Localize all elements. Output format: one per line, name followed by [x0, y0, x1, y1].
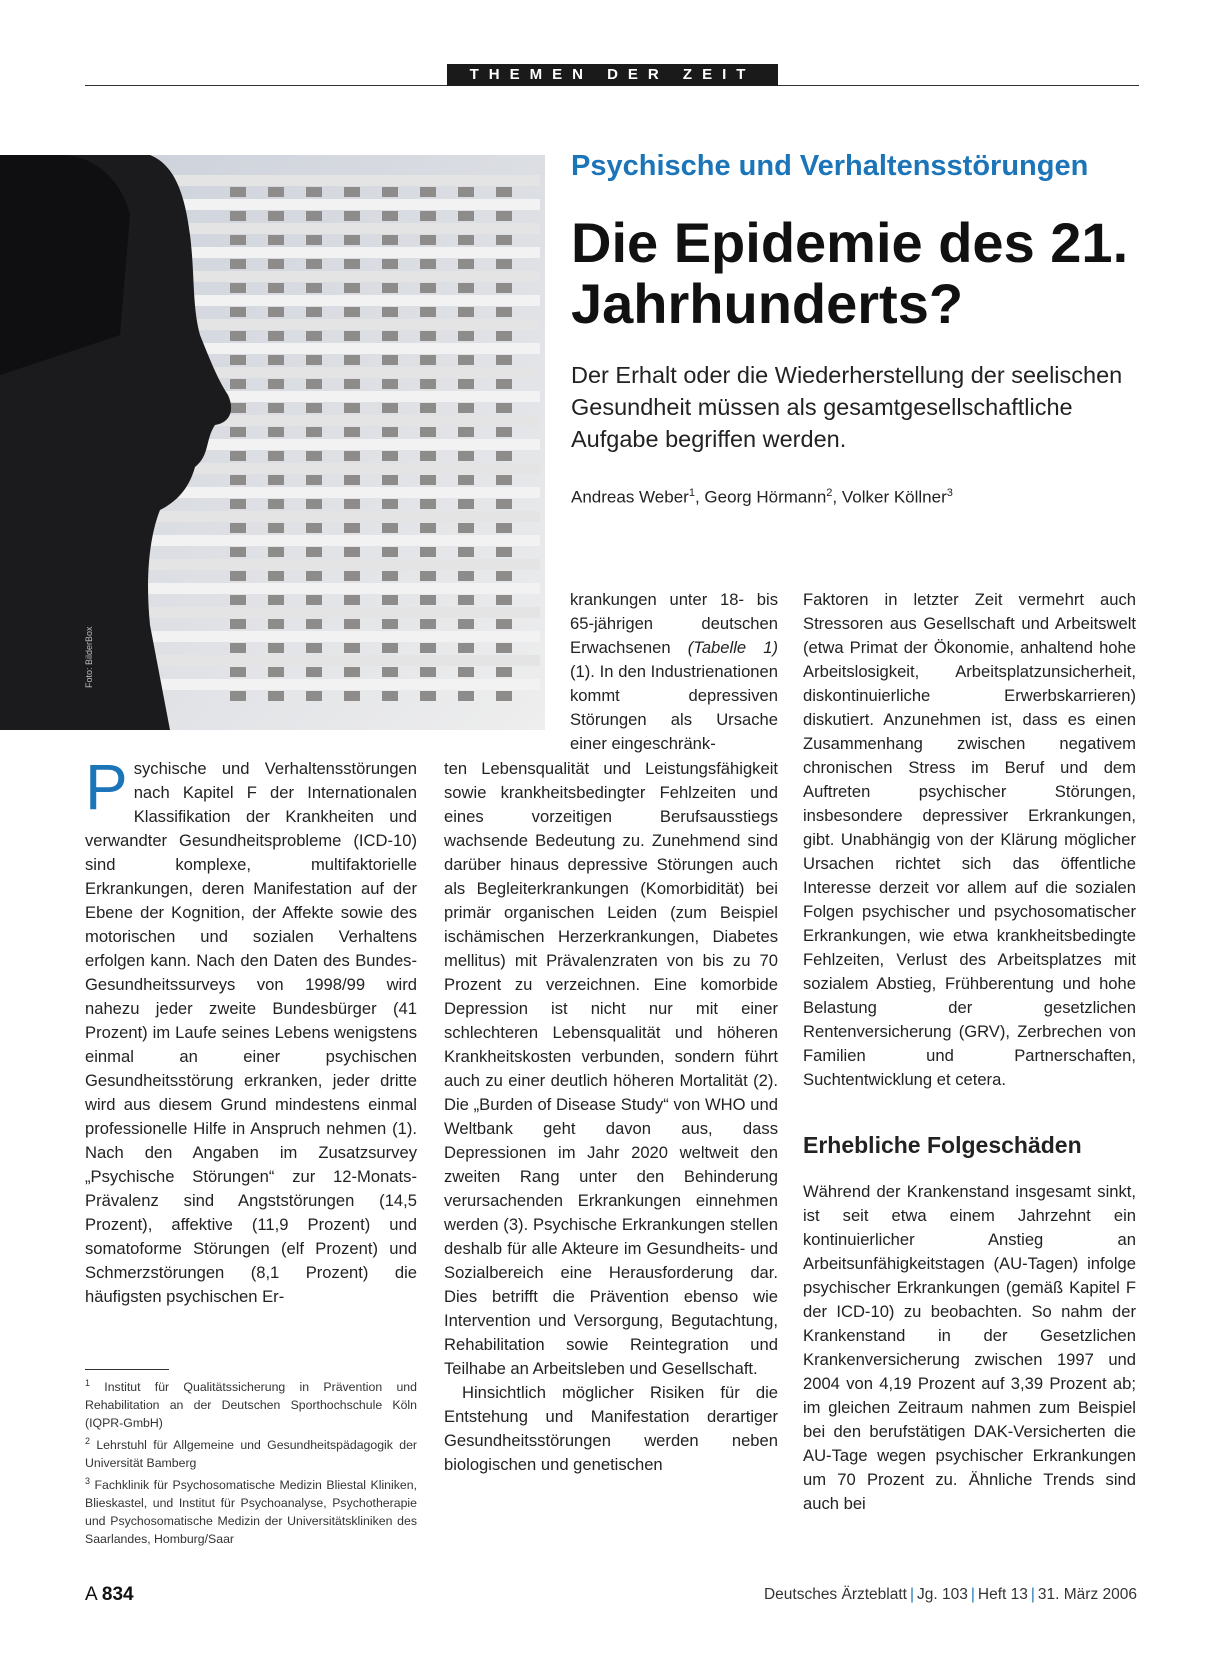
- blind-slat: [152, 679, 541, 690]
- table-reference: (Tabelle 1): [687, 638, 779, 657]
- blind-gap: [458, 331, 474, 341]
- blind-gap: [344, 619, 360, 629]
- blind-gap: [420, 643, 436, 653]
- blind-gap: [458, 187, 474, 197]
- blind-gap: [382, 403, 398, 413]
- blind-gap: [306, 379, 322, 389]
- blind-gap: [496, 547, 512, 557]
- blind-gap: [496, 523, 512, 533]
- blind-gap: [268, 571, 284, 581]
- blind-gap: [496, 571, 512, 581]
- blind-gap: [344, 427, 360, 437]
- blind-gap: [306, 235, 322, 245]
- blind-gap: [268, 331, 284, 341]
- blind-gap: [344, 307, 360, 317]
- blind-gap: [306, 403, 322, 413]
- blind-gap: [344, 403, 360, 413]
- blind-gap: [344, 499, 360, 509]
- blind-gap: [306, 307, 322, 317]
- blind-gap: [420, 379, 436, 389]
- blind-gap: [230, 643, 246, 653]
- blind-gap: [268, 523, 284, 533]
- blind-gap: [268, 211, 284, 221]
- blind-gap: [382, 547, 398, 557]
- blind-gap: [268, 451, 284, 461]
- blind-gap: [458, 571, 474, 581]
- blind-gap: [268, 499, 284, 509]
- blind-gap: [496, 667, 512, 677]
- blind-gap: [458, 691, 474, 701]
- blind-gap: [458, 499, 474, 509]
- blind-gap: [382, 667, 398, 677]
- blind-gap: [382, 427, 398, 437]
- blind-gap: [268, 547, 284, 557]
- blind-gap: [420, 595, 436, 605]
- blind-gap: [344, 211, 360, 221]
- blind-gap: [458, 283, 474, 293]
- blind-gap: [230, 331, 246, 341]
- blind-gap: [306, 211, 322, 221]
- body-paragraph: krankungen unter 18- bis 65-jährigen deutschen Erwachsenen (Tabelle 1) (1). In den Industrienationen kommt depressiven Störungen als Ursache einer eingeschränk-: [570, 590, 779, 753]
- article-title: Die Epidemie des 21. Jahrhunderts?: [571, 211, 1129, 335]
- body-paragraph: Psychische und Verhaltensstörungen nach Kapitel F der Internationalen Klassifikation der Krankheiten und verwandter Gesundheitsprobleme (ICD-10) sind komplexe, multifaktorielle Erkrankungen, deren Manifestation auf der Ebene der Kognition, der Affekte sowie des motorischen und sozialen Verhaltens erfolgen kann. Nach den Daten des Bundes-Gesundheitssurveys von 1998/99 wird nahezu jeder zweite Bundesbürger (41 Prozent) im Laufe seines Lebens wenigstens einmal an einer psychischen Gesundheitsstörung erkranken, jeder dritte wird aus diesem Grund mindestens einmal professionelle Hilfe in Anspruch nehmen (1). Nach den Angaben im Zusatzsurvey „Psychische Störungen“ zur 12-Monats-Prävalenz sind Angststörungen (14,5 Prozent), affektive (11,9 Prozent) und somatoforme Störungen (elf Prozent) und Schmerzstörungen (8,1 Prozent) die häufigsten psychischen Er-: [85, 751, 417, 1306]
- blind-gap: [496, 403, 512, 413]
- blind-gap: [382, 379, 398, 389]
- blind-gap: [306, 619, 322, 629]
- blind-gap: [268, 379, 284, 389]
- blind-gap: [496, 283, 512, 293]
- blind-gap: [344, 523, 360, 533]
- blind-gap: [306, 355, 322, 365]
- blind-gap: [230, 235, 246, 245]
- blind-gap: [268, 667, 284, 677]
- blind-gap: [268, 235, 284, 245]
- blind-gap: [230, 475, 246, 485]
- blind-slat: [143, 535, 541, 546]
- blind-gap: [382, 187, 398, 197]
- blind-gap: [420, 547, 436, 557]
- author-affiliation-mark: 3: [946, 487, 953, 499]
- footnote: $^2$ Lehrstuhl für Allgemeine und Gesundheitspädagogik der Universität Bamberg: [85, 1436, 418, 1471]
- blind-gap: [344, 235, 360, 245]
- blind-gap: [420, 211, 436, 221]
- blind-gap: [496, 259, 512, 269]
- blind-gap: [230, 595, 246, 605]
- blind-gap: [306, 427, 322, 437]
- blind-gap: [230, 571, 246, 581]
- blind-gap: [306, 547, 322, 557]
- blind-gap: [382, 523, 398, 533]
- blind-gap: [344, 331, 360, 341]
- blind-gap: [382, 259, 398, 269]
- blind-gap: [458, 379, 474, 389]
- blind-gap: [306, 259, 322, 269]
- blind-gap: [496, 595, 512, 605]
- page-number: A 834: [85, 1584, 134, 1605]
- blind-gap: [420, 331, 436, 341]
- blind-gap: [458, 595, 474, 605]
- blind-gap: [268, 475, 284, 485]
- blind-gap: [268, 427, 284, 437]
- blind-gap: [344, 355, 360, 365]
- blind-gap: [458, 307, 474, 317]
- blind-gap: [420, 475, 436, 485]
- blind-gap: [230, 355, 246, 365]
- section-label: THEMEN DER ZEIT: [447, 64, 778, 86]
- footnote: $^3$ Fachklinik für Psychosomatische Medizin Bliestal Kliniken, Blieskastel, und Institut für Psychoanalyse, Psychotherapie und Psychosomatische Medizin der Universitätskliniken des Saarlandes, Homburg/Saar: [85, 1476, 417, 1547]
- blind-gap: [382, 307, 398, 317]
- blind-gap: [230, 523, 246, 533]
- blind-gap: [268, 643, 284, 653]
- blind-slat: [120, 175, 540, 186]
- blind-gap: [496, 427, 512, 437]
- blind-gap: [458, 235, 474, 245]
- blind-gap: [420, 499, 436, 509]
- article-photo: [0, 155, 545, 730]
- blind-gap: [382, 451, 398, 461]
- blind-slat: [141, 511, 540, 522]
- blind-gap: [420, 307, 436, 317]
- blind-gap: [344, 571, 360, 581]
- blind-slat: [147, 607, 540, 618]
- article-lead: Der Erhalt oder die Wiederherstellung der seelischen Gesundheit müssen als gesamtgesellschaftliche Aufgabe begriffen werden.: [571, 362, 1123, 452]
- blind-gap: [420, 427, 436, 437]
- blind-gap: [458, 259, 474, 269]
- blind-gap: [306, 643, 322, 653]
- blind-slat: [150, 655, 540, 666]
- blind-gap: [496, 355, 512, 365]
- journal-issue: Heft 13: [977, 1586, 1028, 1603]
- blind-gap: [382, 211, 398, 221]
- blind-gap: [458, 643, 474, 653]
- blind-gap: [496, 211, 512, 221]
- blind-gap: [344, 451, 360, 461]
- body-column-2: [444, 757, 778, 1477]
- blind-gap: [382, 691, 398, 701]
- author-list: Andreas Weber$^1$, Georg Hörmann$^2$, Volker Köllner$^3$: [571, 487, 953, 507]
- author-affiliation-mark: 1: [688, 487, 695, 499]
- blind-gap: [306, 499, 322, 509]
- blind-gap: [306, 691, 322, 701]
- body-paragraph: ten Lebensqualität und Leistungsfähigkeit sowie krankheitsbedingter Fehlzeiten und eines vorzeitigen Berufsausstiegs wachsende Bedeutung zu. Zunehmend sind darüber hinaus depressive Störungen auch als Begleiterkrankungen (Komorbidität) bei primär organischen Leiden (zum Beispiel ischämischen Herzerkrankungen, Diabetes mellitus) mit Prävalenzraten von bis zu 70 Prozent zu verzeichnen. Eine komorbide Depression ist nicht nur mit einer schlechteren Lebensqualität und höheren Krankheitskosten verbunden, sondern führt auch zu einer deutlich höheren Mortalität (2). Die „Burden of Disease Study“ von WHO und Weltbank geht davon aus, dass Depressionen im Jahr 2020 weltweit den zweiten Rang unter den Behinderung verursachenden Erkrankungen einnehmen werden (3). Psychische Erkrankungen stellen deshalb für alle Akteure im Gesundheits- und Sozialbereich eine Herausforderung dar. Dies betrifft die Prävention ebenso wie Intervention und Versorgung, Begutachtung, Rehabilitation sowie Reintegration und Teilhabe an Arbeitsleben und Gesellschaft.: [444, 759, 778, 1378]
- body-paragraph: Während der Krankenstand insgesamt sinkt, ist seit etwa einem Jahrzehnt ein kontinuierlicher Anstieg an Arbeitsunfähigkeitstagen (AU-Tagen) infolge psychischer Erkrankungen (gemäß Kapitel F der ICD-10) zu beobachten. So nahm der Krankenstand in der Gesetzlichen Krankenversicherung zwischen 1997 und 2004 von 4,19 Prozent auf 3,39 Prozent ab; im gleichen Zeitraum nahmen zum Beispiel bei den berufstätigen DAK-Versicherten die AU-Tage wegen psychischer Erkrankungen um 70 Prozent zu. Ähnliche Trends sind auch bei: [803, 1182, 1136, 1513]
- blind-gap: [420, 187, 436, 197]
- blind-gap: [344, 379, 360, 389]
- blind-gap: [306, 331, 322, 341]
- blind-gap: [230, 307, 246, 317]
- blind-slat: [140, 487, 541, 498]
- blind-slat: [144, 559, 540, 570]
- blind-gap: [458, 211, 474, 221]
- blind-gap: [496, 499, 512, 509]
- blind-slat: [138, 463, 540, 474]
- blind-gap: [420, 403, 436, 413]
- blind-gap: [382, 499, 398, 509]
- blind-gap: [268, 403, 284, 413]
- blind-gap: [268, 187, 284, 197]
- blind-gap: [230, 259, 246, 269]
- blind-gap: [496, 451, 512, 461]
- blind-gap: [382, 331, 398, 341]
- blind-gap: [496, 475, 512, 485]
- blind-gap: [230, 499, 246, 509]
- blind-gap: [306, 571, 322, 581]
- blind-gap: [344, 643, 360, 653]
- blind-gap: [458, 355, 474, 365]
- footnotes: [85, 1374, 417, 1548]
- blind-gap: [496, 619, 512, 629]
- blind-gap: [344, 283, 360, 293]
- drop-cap: P: [85, 751, 128, 823]
- body-paragraph: Faktoren in letzter Zeit vermehrt auch Stressoren aus Gesellschaft und Arbeitswelt (etwa Primat der Ökonomie, anhaltend hohe Arbeitslosigkeit, Arbeitsplatzunsicherheit, diskontinuierliche Erwerbskarrieren) diskutiert. Anzunehmen ist, dass es einen Zusammenhang zwischen negativem chronischen Stress im Beruf und dem Auftreten psychischer Störungen, insbesondere depressiver Erkrankungen, gibt. Unabhängig von der Klärung möglicher Ursachen richtet sich das öffentliche Interesse derzeit vor allem auf die sozialen Folgen psychischer und psychosomatischer Erkrankungen, wie etwa krankheitsbedingte Fehlzeiten, Verlust des Arbeitsplatzes mit sozialem Abstieg, Frühberentung und hohe Belastung der gesetzlichen Rentenversicherung (GRV), Zerbrechen von Familien und Partnerschaften, Suchtentwicklung et cetera.: [803, 590, 1136, 1089]
- blind-gap: [344, 595, 360, 605]
- blind-gap: [382, 235, 398, 245]
- blind-gap: [230, 187, 246, 197]
- blind-gap: [458, 547, 474, 557]
- blind-gap: [268, 355, 284, 365]
- blind-gap: [230, 667, 246, 677]
- author-affiliation-mark: 2: [826, 487, 833, 499]
- blind-gap: [382, 643, 398, 653]
- blind-gap: [306, 595, 322, 605]
- journal-name: Deutsches Ärzteblatt: [763, 1586, 907, 1603]
- blind-gap: [268, 595, 284, 605]
- blind-gap: [420, 619, 436, 629]
- blind-gap: [306, 667, 322, 677]
- blind-gap: [496, 187, 512, 197]
- blind-gap: [420, 691, 436, 701]
- blind-gap: [268, 619, 284, 629]
- blind-gap: [306, 475, 322, 485]
- blind-gap: [230, 379, 246, 389]
- body-column-3: [803, 588, 1136, 1516]
- blind-gap: [382, 355, 398, 365]
- body-paragraph: Hinsichtlich möglicher Risiken für die Entstehung und Manifestation derartiger Gesundheitsstörungen werden neben biologischen und genetischen: [444, 1383, 778, 1474]
- blind-gap: [458, 619, 474, 629]
- photo-credit: Foto: BilderBox: [84, 626, 94, 688]
- blind-gap: [458, 403, 474, 413]
- blind-gap: [230, 691, 246, 701]
- blind-gap: [496, 643, 512, 653]
- blind-gap: [420, 523, 436, 533]
- blind-gap: [306, 187, 322, 197]
- footnote: $^1$ Institut für Qualitätssicherung in Prävention und Rehabilitation an der Deutschen Sporthochschule Köln (IQPR-GmbH): [85, 1378, 417, 1431]
- blind-gap: [496, 691, 512, 701]
- blind-gap: [344, 547, 360, 557]
- author-name: Volker Köllner: [841, 487, 947, 507]
- body-column-2-top: [570, 588, 778, 756]
- blind-gap: [344, 667, 360, 677]
- blind-gap: [344, 475, 360, 485]
- blind-gap: [420, 355, 436, 365]
- blind-slat: [146, 583, 541, 594]
- blind-gap: [268, 307, 284, 317]
- blind-gap: [230, 619, 246, 629]
- blind-gap: [420, 451, 436, 461]
- blind-gap: [458, 451, 474, 461]
- blind-gap: [230, 211, 246, 221]
- blind-gap: [382, 571, 398, 581]
- blind-gap: [268, 691, 284, 701]
- journal-date: 31. März 2006: [1037, 1586, 1137, 1603]
- blind-gap: [306, 283, 322, 293]
- blind-gap: [420, 259, 436, 269]
- blind-gap: [382, 475, 398, 485]
- journal-volume: Jg. 103: [917, 1586, 968, 1603]
- blind-gap: [458, 667, 474, 677]
- blind-gap: [496, 307, 512, 317]
- journal-footer: Deutsches Ärzteblatt | Jg. 103 | Heft 13 | 31. März 2006: [763, 1586, 1137, 1603]
- blind-gap: [496, 235, 512, 245]
- blind-gap: [344, 259, 360, 269]
- article-kicker: Psychische und Verhaltensstörungen: [571, 150, 1089, 182]
- author-name: Georg Hörmann: [704, 487, 827, 507]
- blind-gap: [344, 691, 360, 701]
- blind-gap: [420, 283, 436, 293]
- author-name: Andreas Weber: [571, 487, 689, 507]
- blind-gap: [382, 283, 398, 293]
- section-heading: Erhebliche Folgeschäden: [803, 1132, 1082, 1158]
- blind-gap: [230, 451, 246, 461]
- body-column-1: [85, 751, 417, 1309]
- blind-gap: [496, 379, 512, 389]
- blind-gap: [306, 451, 322, 461]
- blind-slat: [149, 631, 541, 642]
- footnote-rule: [85, 1369, 169, 1370]
- blind-gap: [458, 427, 474, 437]
- blind-gap: [268, 283, 284, 293]
- blind-gap: [382, 595, 398, 605]
- blind-gap: [420, 235, 436, 245]
- blind-gap: [420, 571, 436, 581]
- blind-gap: [230, 547, 246, 557]
- blind-gap: [230, 427, 246, 437]
- blind-gap: [382, 619, 398, 629]
- blind-gap: [458, 475, 474, 485]
- blind-gap: [496, 331, 512, 341]
- blind-gap: [268, 259, 284, 269]
- blind-gap: [306, 523, 322, 533]
- blind-gap: [420, 667, 436, 677]
- blind-gap: [230, 403, 246, 413]
- blind-gap: [230, 283, 246, 293]
- blind-gap: [344, 187, 360, 197]
- blind-gap: [458, 523, 474, 533]
